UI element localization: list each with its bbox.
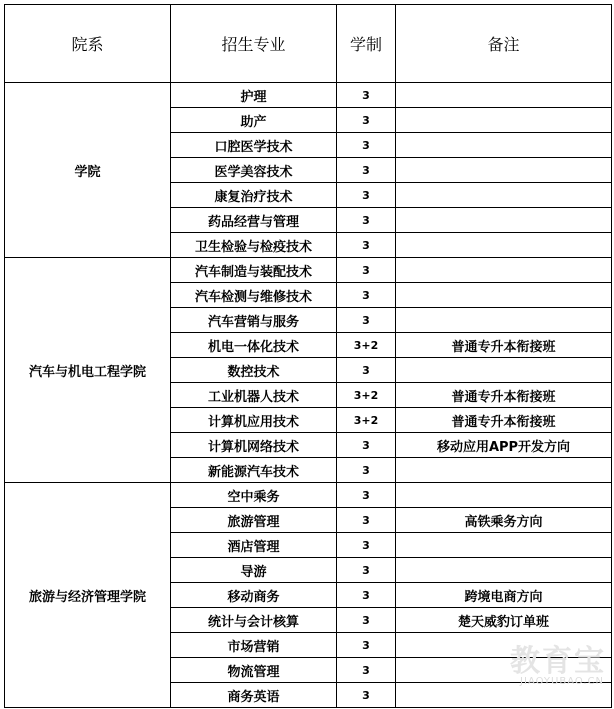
notes-cell <box>396 108 612 133</box>
notes-cell: 普通专升本衔接班 <box>396 408 612 433</box>
duration-cell: 3 <box>337 608 396 633</box>
notes-cell <box>396 258 612 283</box>
watermark-text: 教育宝 <box>510 644 606 679</box>
duration-cell: 3 <box>337 283 396 308</box>
table-row <box>5 83 612 108</box>
table-body <box>5 83 612 708</box>
major-cell: 汽车检测与维修技术 <box>171 283 337 308</box>
watermark-url: JIAOYUBAO.CN <box>520 676 604 687</box>
notes-cell: 跨境电商方向 <box>396 583 612 608</box>
notes-cell <box>396 658 612 683</box>
notes-cell <box>396 283 612 308</box>
major-cell: 助产 <box>171 108 337 133</box>
duration-cell: 3+2 <box>337 333 396 358</box>
duration-cell: 3 <box>337 458 396 483</box>
header-major: 招生专业 <box>171 5 337 83</box>
major-cell: 计算机应用技术 <box>171 408 337 433</box>
duration-cell: 3 <box>337 658 396 683</box>
major-cell: 市场营销 <box>171 633 337 658</box>
duration-cell: 3 <box>337 683 396 708</box>
duration-cell: 3 <box>337 108 396 133</box>
duration-cell: 3 <box>337 433 396 458</box>
notes-cell <box>396 458 612 483</box>
major-cell: 数控技术 <box>171 358 337 383</box>
duration-cell: 3 <box>337 308 396 333</box>
duration-cell: 3 <box>337 358 396 383</box>
major-cell: 空中乘务 <box>171 483 337 508</box>
duration-cell: 3 <box>337 258 396 283</box>
major-cell: 汽车营销与服务 <box>171 308 337 333</box>
major-cell: 物流管理 <box>171 658 337 683</box>
notes-cell <box>396 533 612 558</box>
duration-cell: 3+2 <box>337 383 396 408</box>
duration-cell: 3 <box>337 183 396 208</box>
major-cell: 统计与会计核算 <box>171 608 337 633</box>
department-cell: 汽车与机电工程学院 <box>5 258 171 483</box>
major-cell: 新能源汽车技术 <box>171 458 337 483</box>
enrollment-table <box>4 4 612 708</box>
notes-cell: 普通专升本衔接班 <box>396 383 612 408</box>
notes-cell <box>396 558 612 583</box>
notes-cell: 楚天威豹订单班 <box>396 608 612 633</box>
notes-cell: 移动应用APP开发方向 <box>396 433 612 458</box>
major-cell: 汽车制造与装配技术 <box>171 258 337 283</box>
notes-cell <box>396 208 612 233</box>
header-department: 院系 <box>5 5 171 83</box>
table-header <box>5 5 612 83</box>
notes-cell <box>396 358 612 383</box>
notes-cell <box>396 183 612 208</box>
major-cell: 酒店管理 <box>171 533 337 558</box>
header-duration: 学制 <box>337 5 396 83</box>
major-cell: 护理 <box>171 83 337 108</box>
notes-cell <box>396 133 612 158</box>
notes-cell <box>396 233 612 258</box>
duration-cell: 3+2 <box>337 408 396 433</box>
notes-cell <box>396 683 612 708</box>
notes-cell: 普通专升本衔接班 <box>396 333 612 358</box>
table-row <box>5 258 612 283</box>
major-cell: 商务英语 <box>171 683 337 708</box>
notes-cell: 高铁乘务方向 <box>396 508 612 533</box>
major-cell: 卫生检验与检疫技术 <box>171 233 337 258</box>
duration-cell: 3 <box>337 133 396 158</box>
notes-cell <box>396 158 612 183</box>
duration-cell: 3 <box>337 583 396 608</box>
major-cell: 医学美容技术 <box>171 158 337 183</box>
duration-cell: 3 <box>337 83 396 108</box>
header-row <box>5 5 612 83</box>
major-cell: 机电一体化技术 <box>171 333 337 358</box>
major-cell: 口腔医学技术 <box>171 133 337 158</box>
duration-cell: 3 <box>337 483 396 508</box>
major-cell: 药品经营与管理 <box>171 208 337 233</box>
notes-cell <box>396 633 612 658</box>
duration-cell: 3 <box>337 533 396 558</box>
header-notes: 备注 <box>396 5 612 83</box>
duration-cell: 3 <box>337 633 396 658</box>
duration-cell: 3 <box>337 208 396 233</box>
notes-cell <box>396 483 612 508</box>
duration-cell: 3 <box>337 508 396 533</box>
enrollment-table-sheet <box>4 4 611 708</box>
major-cell: 移动商务 <box>171 583 337 608</box>
department-cell: 旅游与经济管理学院 <box>5 483 171 708</box>
notes-cell <box>396 83 612 108</box>
major-cell: 旅游管理 <box>171 508 337 533</box>
major-cell: 计算机网络技术 <box>171 433 337 458</box>
major-cell: 康复治疗技术 <box>171 183 337 208</box>
department-cell: 学院 <box>5 83 171 258</box>
duration-cell: 3 <box>337 233 396 258</box>
major-cell: 导游 <box>171 558 337 583</box>
duration-cell: 3 <box>337 558 396 583</box>
major-cell: 工业机器人技术 <box>171 383 337 408</box>
duration-cell: 3 <box>337 158 396 183</box>
table-row <box>5 483 612 508</box>
notes-cell <box>396 308 612 333</box>
